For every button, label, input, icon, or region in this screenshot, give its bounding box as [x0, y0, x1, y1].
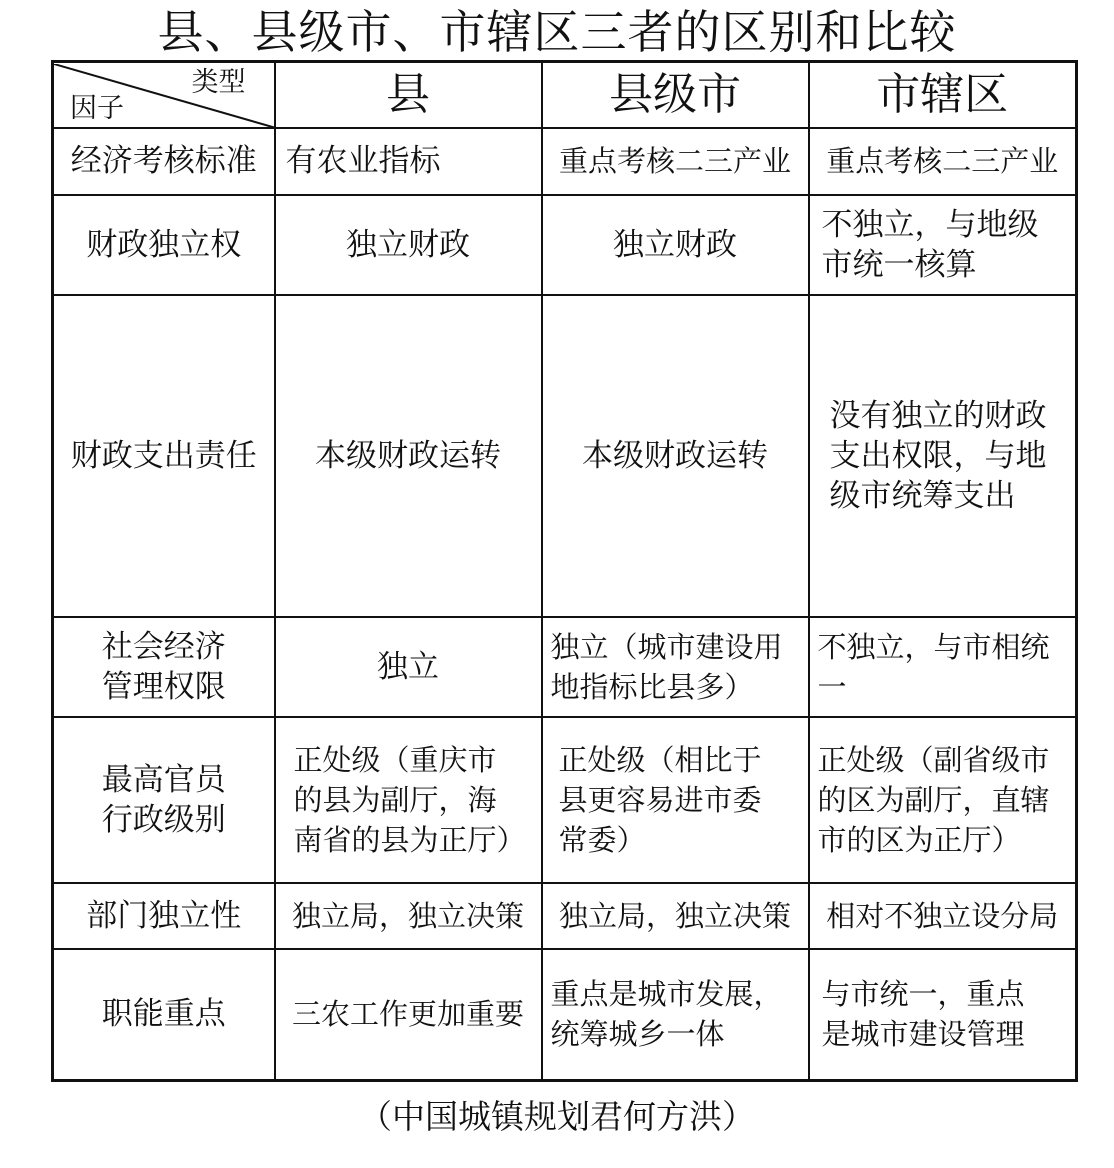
factor-cell: 财政支出责任 [53, 295, 275, 617]
factor-cell: 最高官员 行政级别 [53, 717, 275, 883]
factor-cell: 经济考核标准 [53, 128, 275, 195]
county-cell: 独立局，独立决策 [275, 883, 542, 949]
header-row [53, 62, 1077, 128]
county-cell: 三农工作更加重要 [275, 949, 542, 1081]
table-row [53, 128, 1077, 195]
county-cell: 正处级（重庆市 的县为副厅，海 南省的县为正厅） [275, 717, 542, 883]
county-cell: 独立 [275, 617, 542, 717]
city-district-cell: 不独立，与市相统 一 [809, 617, 1077, 717]
city-district-cell: 与市统一，重点 是城市建设管理 [809, 949, 1077, 1081]
county-cell: 独立财政 [275, 195, 542, 295]
column-header-county: 县 [275, 62, 542, 128]
factor-cell: 财政独立权 [53, 195, 275, 295]
comparison-table [51, 60, 1078, 1082]
city-district-cell: 相对不独立设分局 [809, 883, 1077, 949]
table-row [53, 295, 1077, 617]
county-level-city-cell: 正处级（相比于 县更容易进市委 常委） [542, 717, 809, 883]
column-header-city-district: 市辖区 [809, 62, 1077, 128]
table-row [53, 883, 1077, 949]
city-district-cell: 重点考核二三产业 [809, 128, 1077, 195]
county-cell: 本级财政运转 [275, 295, 542, 617]
county-level-city-cell: 重点是城市发展， 统筹城乡一体 [542, 949, 809, 1081]
factor-cell: 职能重点 [53, 949, 275, 1081]
corner-factor-label: 因子 [70, 92, 124, 124]
corner-cell [53, 62, 275, 128]
table-row [53, 949, 1077, 1081]
county-level-city-cell: 重点考核二三产业 [542, 128, 809, 195]
county-level-city-cell: 独立财政 [542, 195, 809, 295]
table-row [53, 195, 1077, 295]
page-title: 县、县级市、市辖区三者的区别和比较 [157, 5, 957, 59]
table-row [53, 717, 1077, 883]
county-level-city-cell: 独立（城市建设用 地指标比县多） [542, 617, 809, 717]
table-row [53, 617, 1077, 717]
county-level-city-cell: 本级财政运转 [542, 295, 809, 617]
city-district-cell: 正处级（副省级市 的区为副厅，直辖 市的区为正厅） [809, 717, 1077, 883]
factor-cell: 社会经济 管理权限 [53, 617, 275, 717]
factor-cell: 部门独立性 [53, 883, 275, 949]
city-district-cell: 没有独立的财政 支出权限，与地 级市统筹支出 [809, 295, 1077, 617]
city-district-cell: 不独立，与地级 市统一核算 [809, 195, 1077, 295]
source-caption: （中国城镇规划君何方洪） [359, 1097, 755, 1136]
column-header-county-level-city: 县级市 [542, 62, 809, 128]
county-cell: 有农业指标 [275, 128, 542, 195]
corner-type-label: 类型 [191, 66, 246, 98]
county-level-city-cell: 独立局，独立决策 [542, 883, 809, 949]
